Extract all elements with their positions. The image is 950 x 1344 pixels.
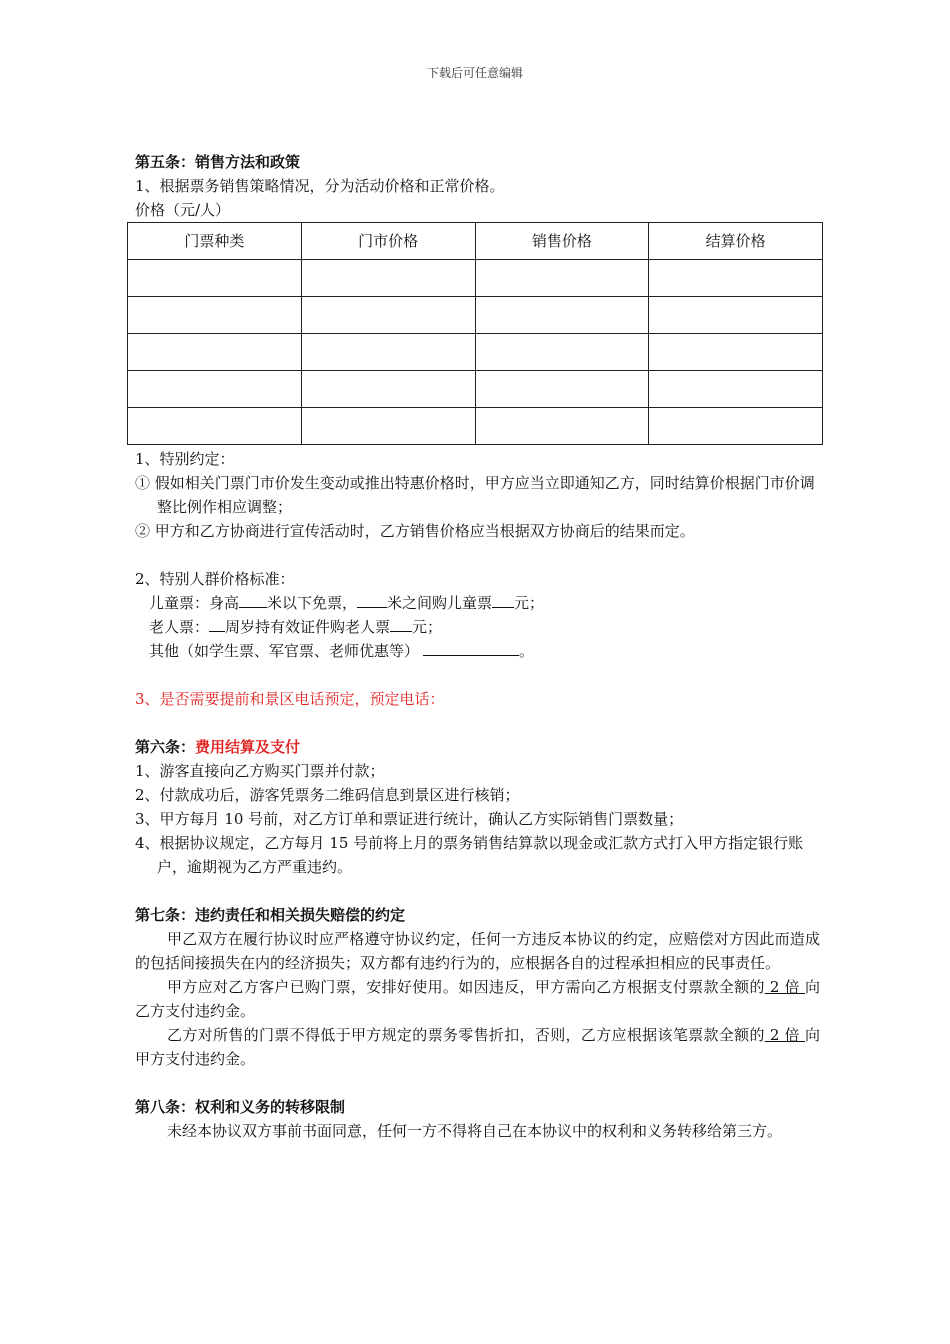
senior-ticket-text: 周岁持有效证件购老人票 (225, 618, 391, 636)
table-cell (649, 408, 823, 445)
article6-title (135, 735, 820, 759)
table-cell (649, 334, 823, 371)
special-terms-title: 1、特别约定： (135, 450, 235, 468)
child-ticket-text: 元； (514, 594, 545, 612)
article6-title-text: 费用结算及支付 (195, 738, 301, 756)
senior-ticket-line (135, 615, 820, 639)
article8-title: 第八条：权利和义务的转移限制 (135, 1098, 346, 1116)
price-table (127, 222, 823, 445)
article5-title: 第五条：销售方法和政策 (135, 153, 301, 171)
article7-paragraph-2 (135, 975, 820, 1023)
table-cell (128, 297, 302, 334)
price-table-header: 门票种类 (128, 223, 302, 260)
child-price-blank (492, 591, 514, 608)
height-blank (239, 591, 267, 608)
article6-item: 1、游客直接向乙方购买门票并付款； (135, 762, 385, 780)
other-ticket-text: 其他（如学生票、军官票、老师优惠等） (149, 642, 420, 660)
article7-p2-text: 甲方应对乙方客户已购门票，安排好使用。如因违反，甲方需向乙方根据支付票款全额的 (167, 978, 765, 996)
table-cell (649, 260, 823, 297)
table-cell (475, 297, 649, 334)
table-row (128, 297, 823, 334)
article7-paragraph-1: 甲乙双方在履行协议时应严格遵守协议约定，任何一方违反本协议的约定，应赔偿对方因此而造成的包括间接损失在内的经济损失；双方都有违约行为的，应根据各自的过程承担相应的民事责任。 (135, 930, 820, 972)
article5-item1: 1、根据票务销售策略情况，分为活动价格和正常价格。 (135, 177, 505, 195)
phone-booking-line: 3、是否需要提前和景区电话预定，预定电话： (135, 690, 445, 708)
child-ticket-line (135, 591, 820, 615)
table-cell (649, 371, 823, 408)
special-group-title: 2、特别人群价格标准： (135, 570, 295, 588)
price-table-header-row (128, 223, 823, 260)
other-ticket-line (135, 639, 820, 663)
table-cell (475, 260, 649, 297)
article6-item: 3、甲方每月 10 号前，对乙方订单和票证进行统计，确认乙方实际销售门票数量； (135, 810, 684, 828)
article7-p2-text: 向乙方支付违约金。 (135, 978, 820, 1020)
child-ticket-text: 米之间购儿童票 (387, 594, 493, 612)
age-blank (209, 615, 225, 632)
table-row (128, 260, 823, 297)
table-cell (649, 297, 823, 334)
special-term-2: ② 甲方和乙方协商进行宣传活动时，乙方销售价格应当根据双方协商后的结果而定。 (135, 522, 695, 540)
senior-ticket-text: 老人票： (149, 618, 210, 636)
table-cell (301, 297, 475, 334)
price-table-header: 结算价格 (649, 223, 823, 260)
article6-prefix: 第六条： (135, 738, 196, 756)
table-cell (475, 371, 649, 408)
table-row (128, 334, 823, 371)
special-term-1: ① 假如相关门票门市价发生变动或推出特惠价格时，甲方应当立即通知乙方，同时结算价根据门市价调整比例作相应调整； (135, 474, 815, 516)
table-row (128, 408, 823, 445)
document-body (135, 150, 820, 1143)
page-header-note: 下载后可任意编辑 (426, 66, 523, 80)
senior-ticket-text: 元； (412, 618, 443, 636)
price-table-header: 销售价格 (475, 223, 649, 260)
table-cell (301, 408, 475, 445)
height-range-blank (357, 591, 387, 608)
table-cell (128, 408, 302, 445)
price-unit-label: 价格（元/人） (135, 201, 231, 219)
other-blank (423, 639, 519, 656)
penalty-multiplier: 2 倍 (764, 1026, 805, 1044)
table-cell (128, 334, 302, 371)
article7-p3-text: 向甲方支付违约金。 (135, 1026, 820, 1068)
child-ticket-text: 米以下免票， (267, 594, 358, 612)
article7-p3-text: 乙方对所售的门票不得低于甲方规定的票务零售折扣，否则，乙方应根据该笔票款全额的 (167, 1026, 765, 1044)
table-cell (128, 260, 302, 297)
article7-title: 第七条：违约责任和相关损失赔偿的约定 (135, 906, 406, 924)
price-table-header: 门市价格 (301, 223, 475, 260)
table-cell (475, 408, 649, 445)
child-ticket-text: 儿童票：身高 (149, 594, 240, 612)
table-cell (301, 371, 475, 408)
table-row (128, 371, 823, 408)
penalty-multiplier: 2 倍 (764, 978, 805, 996)
table-cell (475, 334, 649, 371)
article6-item: 2、付款成功后，游客凭票务二维码信息到景区进行核销； (135, 786, 520, 804)
other-ticket-text: 。 (519, 642, 535, 660)
table-cell (128, 371, 302, 408)
senior-price-blank (390, 615, 412, 632)
table-cell (301, 260, 475, 297)
table-cell (301, 334, 475, 371)
article7-paragraph-3 (135, 1023, 820, 1071)
article6-item: 4、根据协议规定，乙方每月 15 号前将上月的票务销售结算款以现金或汇款方式打入甲方指定银行账户，逾期视为乙方严重违约。 (135, 834, 804, 876)
article8-paragraph-1: 未经本协议双方事前书面同意，任何一方不得将自己在本协议中的权利和义务转移给第三方。 (167, 1122, 783, 1140)
